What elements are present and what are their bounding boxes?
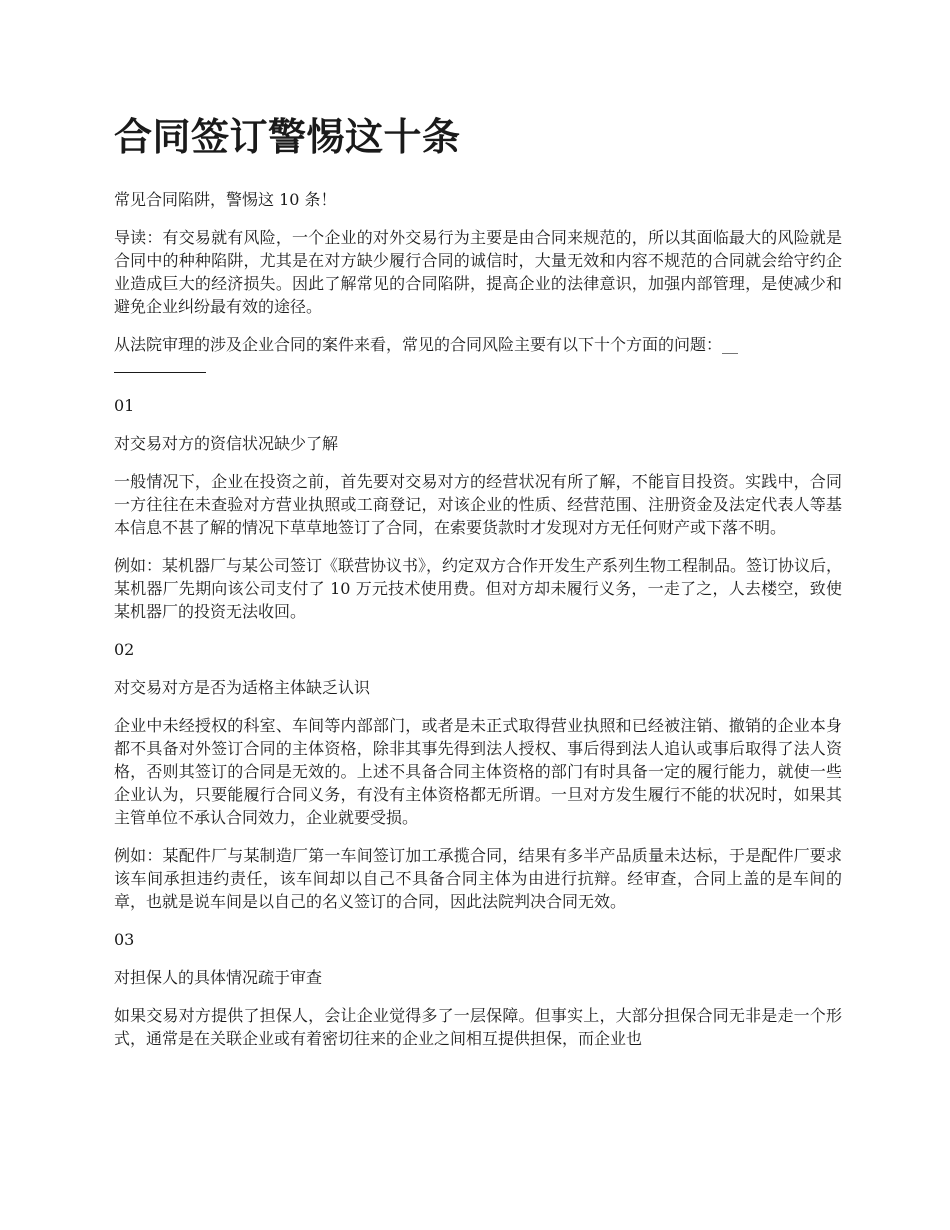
document-page (114, 112, 842, 1065)
page-title: 合同签订警惕这十条 (114, 114, 461, 159)
section-example: 例如：某机器厂与某公司签订《联营协议书》，约定双方合作开发生产系列生物工程制品。签订协议后，某机器厂先期向该公司支付了 10 万元技术使用费。但对方却未履行义务，一走了之，人去楼空，致使某机器厂的投资无法收回。 (114, 556, 843, 621)
section-number: 03 (114, 930, 135, 949)
section-number: 02 (114, 640, 135, 659)
section-body: 如果交易对方提供了担保人，会让企业觉得多了一层保障。但事实上，大部分担保合同无非是走一个形式，通常是在关联企业或有着密切往来的企业之间相互提供担保，而企业也 (114, 1006, 842, 1048)
section-heading: 对交易对方的资信状况缺少了解 (114, 434, 339, 453)
lead-paragraph (114, 333, 842, 379)
lead-text: 从法院审理的涉及企业合同的案件来看，常见的合同风险主要有以下十个方面的问题：__ (114, 335, 739, 354)
section-body: 企业中未经授权的科室、车间等内部部门，或者是未正式取得营业执照和已经被注销、撤销的企业本身都不具备对外签订合同的主体资格，除非其事先得到法人授权、事后得到法人追认或事后取得了法人资格，否则其签订的合同是无效的。上述不具备合同主体资格的部门有时具备一定的履行能力，就使一些企业认为，只要能履行合同义务，有没有主体资格都无所谓。一旦对方发生履行不能的状况时，如果其主管单位不承认合同效力，企业就要受损。 (114, 716, 842, 827)
fill-blank-line (114, 371, 206, 373)
section-body: 一般情况下，企业在投资之前，首先要对交易对方的经营状况有所了解，不能盲目投资。实践中，合同一方往往在未查验对方营业执照或工商登记，对该企业的性质、经营范围、注册资金及法定代表人等基本信息不甚了解的情况下草草地签订了合同，在索要货款时才发现对方无任何财产或下落不明。 (114, 472, 842, 537)
section-example: 例如：某配件厂与某制造厂第一车间签订加工承揽合同，结果有多半产品质量未达标，于是配件厂要求该车间承担违约责任，该车间却以自己不具备合同主体为由进行抗辩。经审查，合同上盖的是车间的章，也就是说车间是以自己的名义签订的合同，因此法院判决合同无效。 (114, 846, 842, 911)
section-heading: 对交易对方是否为适格主体缺乏认识 (114, 678, 371, 697)
intro-paragraph: 导读：有交易就有风险，一个企业的对外交易行为主要是由合同来规范的，所以其面临最大的风险就是合同中的种种陷阱，尤其是在对方缺少履行合同的诚信时，大量无效和内容不规范的合同就会给守约企业造成巨大的经济损失。因此了解常见的合同陷阱，提高企业的法律意识，加强内部管理，是使减少和避免企业纠纷最有效的途径。 (114, 228, 842, 316)
section-heading: 对担保人的具体情况疏于审查 (114, 968, 323, 987)
subtitle: 常见合同陷阱，警惕这 10 条！ (114, 190, 337, 209)
section-number: 01 (114, 396, 135, 415)
